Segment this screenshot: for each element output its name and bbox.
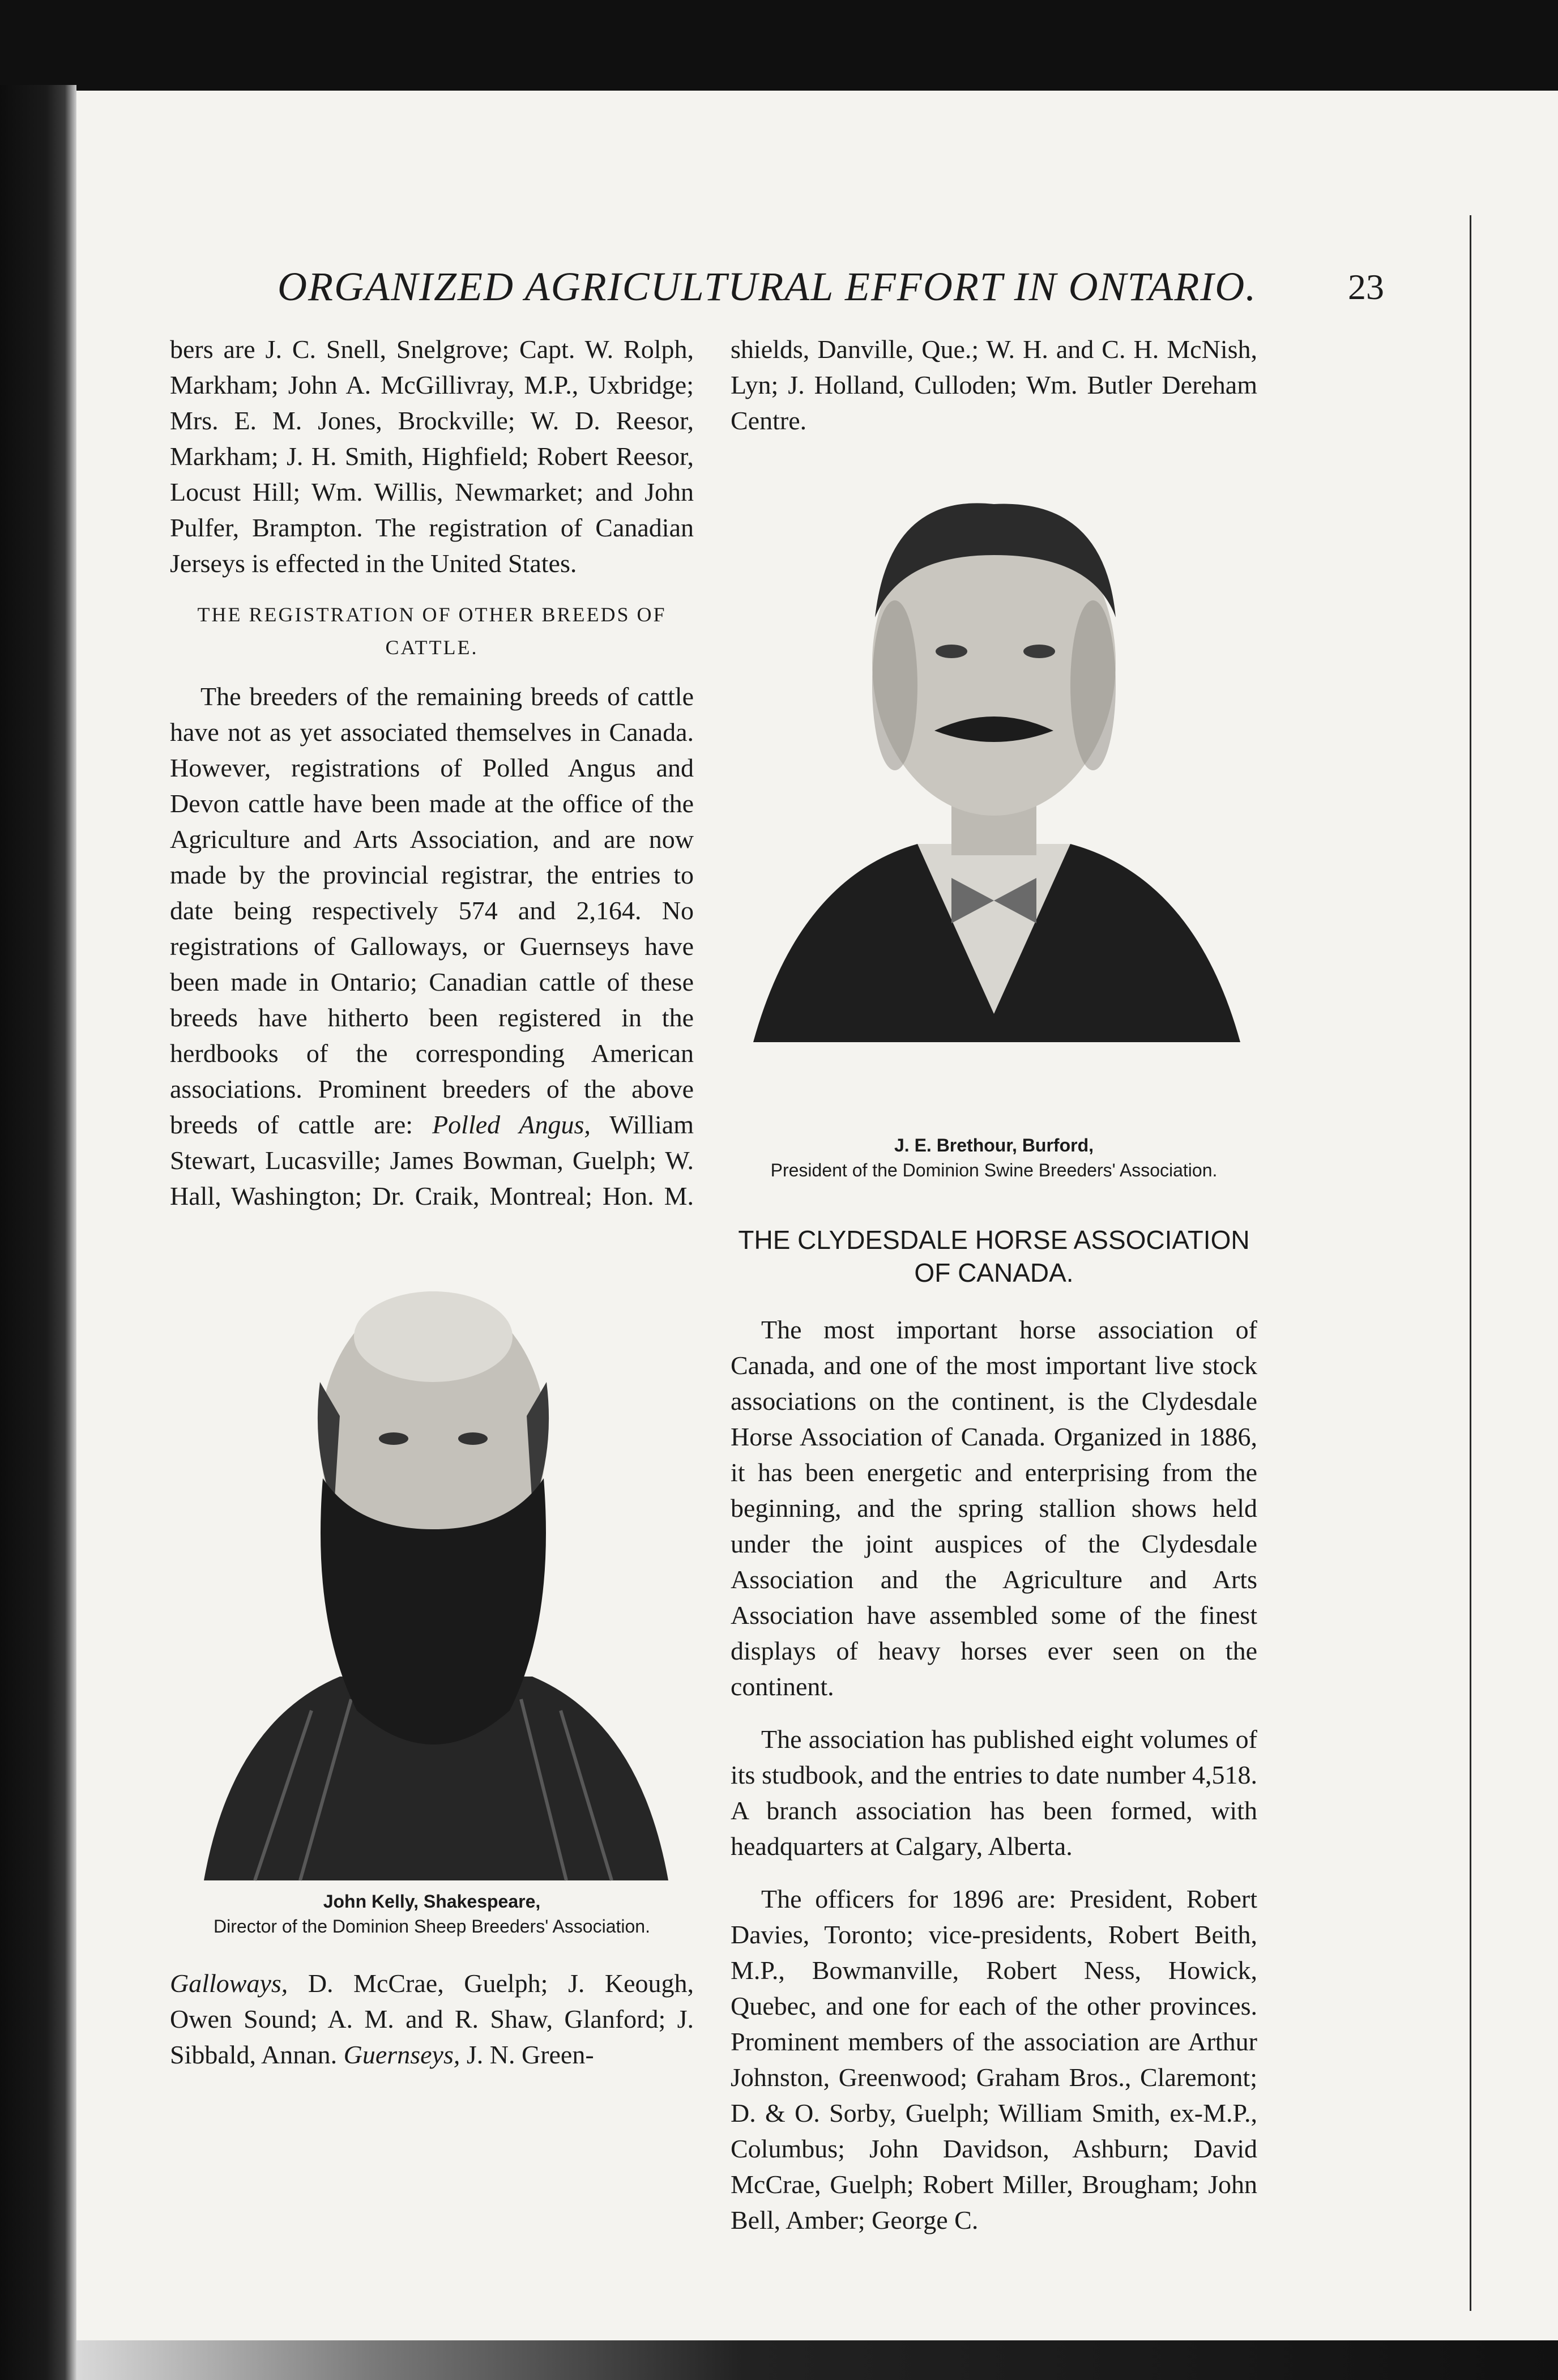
left-paragraph-3	[170, 1965, 694, 2072]
caption-kelly-name: John Kelly, Shakespeare,	[323, 1891, 541, 1912]
right-column-upper	[731, 331, 1257, 455]
right-paragraph-4: The officers for 1896 are: President, Robert Davies, Toronto; vice-presidents, Robert Beith, M.P., Bowmanville, Robert Ness, Howick, Quebec, and one for each of the other provinces. Prominent members of the association are Arthur Johnston, Greenwood; Graham Bros., Claremont; D. & O. Sorby, Guelph; William Smith, ex-M.P., Columbus; John Davidson, Ashburn; David McCrae, Guelph; Robert Miller, Brougham; John Bell, Amber; George C.	[731, 1884, 1257, 2234]
section-heading-other-breeds: THE REGISTRATION OF OTHER BREEDS OF CATTLE.	[197, 603, 667, 659]
right-paragraph-1: shields, Danville, Que.; W. H. and C. H. McNish, Lyn; J. Holland, Culloden; Wm. Butler Dereham Centre.	[731, 335, 1257, 435]
guernseys-breeders: J. N. Green-	[466, 2040, 594, 2069]
right-column-lower	[731, 1223, 1257, 2255]
scan-top-border	[0, 0, 1558, 91]
caption-brethour-name: J. E. Brethour, Burford,	[894, 1135, 1094, 1155]
left-column-upper	[170, 331, 694, 1302]
caption-brethour	[731, 1133, 1257, 1183]
right-paragraph-2: The most important horse association of Canada, and one of the most important live stock associations on the continent, is the Clydesdale Horse Association of Canada. Organized in 1886, it has been energetic and enterprising from the beginning, and the spring stallion shows held under the joint auspices of the Clydesdale Association and the Agriculture and Arts Association have assembled some of the finest displays of heavy horses ever seen on the continent.	[731, 1315, 1257, 1701]
galloways-breeders: D. McCrae, Guelph; J. Keough, Owen Sound; A. M. and R. Shaw, Glanford; J. Sibbald, Annan.	[170, 1969, 694, 2069]
left-paragraph-1: bers are J. C. Snell, Snelgrove; Capt. W. Rolph, Markham; John A. McGillivray, M.P., Uxbridge; Mrs. E. M. Jones, Brockville; W. D. Reesor, Markham; J. H. Smith, Highfield; Robert Reesor, Locust Hill; Wm. Willis, Newmarket; and John Pulfer, Brampton. The registration of Canadian Jerseys is effected in the United States.	[170, 335, 694, 578]
polled-angus-breeders: William Stewart, Lucasville; James Bowman, Guelph; W. Hall, Washington; Dr. Craik, Montreal; Hon. M.	[170, 1110, 694, 1210]
breed-galloways: Galloways,	[170, 1969, 288, 1998]
scan-bottom-border	[76, 2340, 1558, 2380]
page-number: 23	[1348, 267, 1384, 307]
caption-kelly-title: Director of the Dominion Sheep Breeders' Association.	[214, 1916, 650, 1937]
breed-polled-angus: Polled Angus,	[432, 1110, 591, 1139]
left-column-lower	[170, 1965, 694, 2089]
left-paragraph-2	[170, 679, 694, 1285]
section-heading-clydesdale: THE CLYDESDALE HORSE ASSOCIATION OF CANADA.	[738, 1225, 1250, 1287]
caption-brethour-title: President of the Dominion Swine Breeders' Association.	[770, 1160, 1218, 1180]
right-paragraph-3: The association has published eight volumes of its studbook, and the entries to date number 4,518. A branch association has been formed, with headquarters at Calgary, Alberta.	[731, 1725, 1257, 1861]
scan-right-edge	[1470, 215, 1471, 2311]
caption-kelly	[170, 1889, 694, 1939]
running-head: ORGANIZED AGRICULTURAL EFFORT IN ONTARIO.	[278, 264, 1257, 309]
scan-binding-edge	[0, 85, 76, 2380]
breed-guernseys: Guernseys,	[343, 2040, 460, 2069]
portrait-brethour	[731, 447, 1257, 1127]
portrait-kelly	[170, 1212, 694, 1886]
left-paragraph-2-text: The breeders of the remaining breeds of cattle have not as yet associated themselves in Canada. However, registrations of Polled Angus and Devon cattle have been made at the office of the Agriculture and Arts Association, and are now made by the provincial registrar, the entries to date being respectively 574 and 2,164. No registrations of Galloways, or Guernseys have been made in Ontario; Canadian cattle of these breeds have hitherto been registered in the herdbooks of the corresponding American associations. Prominent breeders of the above breeds of cattle are:	[170, 682, 694, 1139]
